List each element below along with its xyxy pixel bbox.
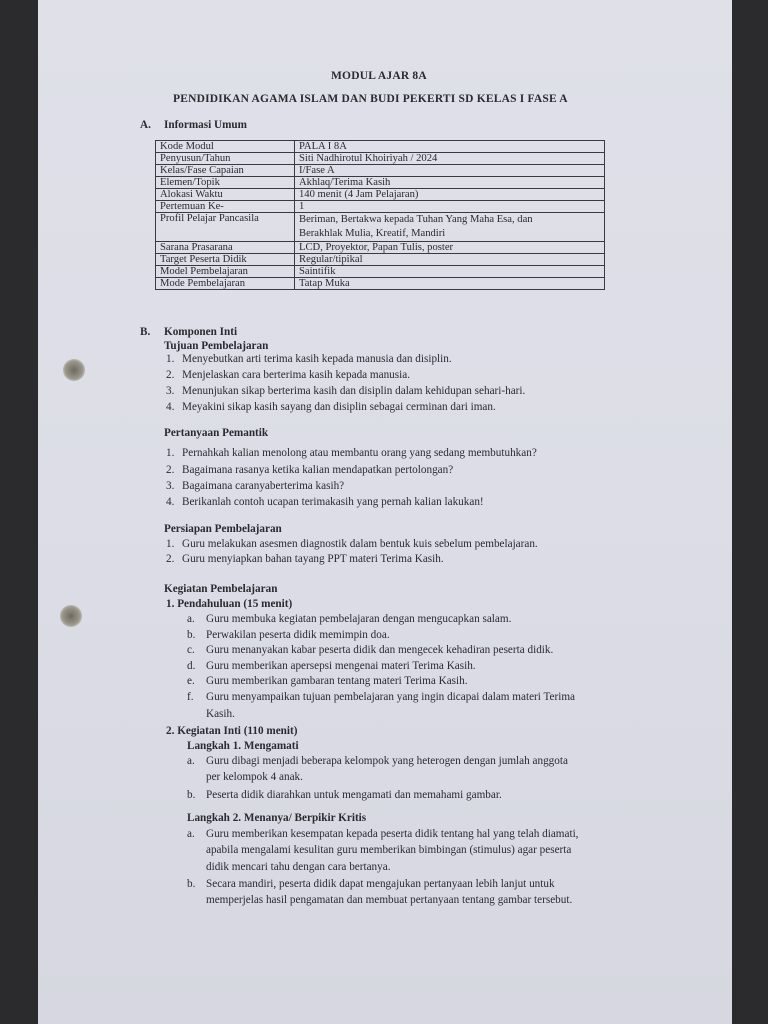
table-row	[156, 177, 605, 189]
list-letter: b.	[187, 629, 196, 641]
document-subtitle: PENDIDIKAN AGAMA ISLAM DAN BUDI PEKERTI SD KELAS I FASE A	[173, 93, 568, 105]
list-letter: f.	[187, 691, 194, 703]
section-b-label: B.	[140, 326, 151, 338]
list-item: Bagaimana rasanya ketika kalian mendapatkan pertolongan?	[182, 464, 454, 476]
list-item: Berikanlah contoh ucapan terimakasih yang pernah kalian lakukan!	[182, 496, 484, 508]
list-item-continued: didik mencari tahu dengan cara bertanya.	[206, 861, 391, 873]
list-item: Menjelaskan cara berterima kasih kepada manusia.	[182, 369, 410, 381]
row-value: PALA I 8A	[295, 141, 605, 153]
list-number: 1.	[166, 353, 175, 365]
list-number: 1.	[166, 538, 175, 550]
list-letter: a.	[187, 613, 195, 625]
list-letter: c.	[187, 644, 195, 656]
row-value: Tatap Muka	[295, 278, 605, 290]
pemantik-heading: Pertanyaan Pemantik	[164, 427, 269, 439]
list-letter: b.	[187, 789, 196, 801]
table-row	[156, 165, 605, 177]
row-value	[295, 213, 605, 242]
table-row	[156, 278, 605, 290]
row-value: LCD, Proyektor, Papan Tulis, poster	[295, 242, 605, 254]
persiapan-heading: Persiapan Pembelajaran	[164, 523, 282, 535]
document-title: MODUL AJAR 8A	[331, 70, 427, 82]
row-key: Sarana Prasarana	[156, 242, 295, 254]
list-item-continued: Kasih.	[206, 708, 235, 720]
list-letter: a.	[187, 755, 195, 767]
table-row	[156, 201, 605, 213]
row-key: Alokasi Waktu	[156, 189, 295, 201]
row-value: Siti Nadhirotul Khoiriyah / 2024	[295, 153, 605, 165]
list-item-continued: apabila mengalami kesulitan guru memberikan bimbingan (stimulus) agar peserta	[206, 844, 572, 856]
row-value-line: Beriman, Bertakwa kepada Tuhan Yang Maha Esa, dan	[299, 214, 533, 225]
binder-hole-top	[63, 359, 85, 381]
section-a-title: Informasi Umum	[164, 119, 247, 131]
row-key: Kode Modul	[156, 141, 295, 153]
list-item: Secara mandiri, peserta didik dapat mengajukan pertanyaan lebih lanjut untuk	[206, 878, 555, 890]
list-item: Meyakini sikap kasih sayang dan disiplin sebagai cerminan dari iman.	[182, 401, 496, 413]
list-item: Guru memberikan gambaran tentang materi Terima Kasih.	[206, 675, 468, 687]
list-letter: a.	[187, 828, 195, 840]
list-item: Peserta didik diarahkan untuk mengamati dan memahami gambar.	[206, 789, 502, 801]
table-row	[156, 141, 605, 153]
list-item: Menyebutkan arti terima kasih kepada manusia dan disiplin.	[182, 353, 452, 365]
list-item: Guru menyiapkan bahan tayang PPT materi Terima Kasih.	[182, 553, 444, 565]
row-value: Saintifik	[295, 266, 605, 278]
row-value: Akhlaq/Terima Kasih	[295, 177, 605, 189]
row-value-line: Berakhlak Mulia, Kreatif, Mandiri	[299, 228, 446, 239]
list-item: Pernahkah kalian menolong atau membantu orang yang sedang membutuhkan?	[182, 447, 537, 459]
list-item-continued: memperjelas hasil pengamatan dan membuat pertanyaan tentang gambar tersebut.	[206, 894, 573, 906]
row-key: Elemen/Topik	[156, 177, 295, 189]
inti-heading: 2. Kegiatan Inti (110 menit)	[166, 725, 298, 737]
row-value: Regular/tipikal	[295, 254, 605, 266]
list-number: 3.	[166, 480, 175, 492]
list-item: Guru memberikan apersepsi mengenai materi Terima Kasih.	[206, 660, 476, 672]
row-key: Model Pembelajaran	[156, 266, 295, 278]
list-item: Perwakilan peserta didik memimpin doa.	[206, 629, 390, 641]
row-key: Pertemuan Ke-	[156, 201, 295, 213]
langkah2-heading: Langkah 2. Menanya/ Berpikir Kritis	[187, 812, 367, 824]
section-a-label: A.	[140, 119, 151, 131]
list-number: 2.	[166, 464, 175, 476]
list-letter: b.	[187, 878, 196, 890]
table-row	[156, 242, 605, 254]
list-number: 4.	[166, 496, 175, 508]
list-number: 2.	[166, 369, 175, 381]
row-key: Kelas/Fase Capaian	[156, 165, 295, 177]
list-item: Guru dibagi menjadi beberapa kelompok yang heterogen dengan jumlah anggota	[206, 755, 568, 767]
table-row	[156, 153, 605, 165]
list-number: 2.	[166, 553, 175, 565]
tujuan-heading: Tujuan Pembelajaran	[164, 340, 269, 352]
row-key: Penyusun/Tahun	[156, 153, 295, 165]
list-item-continued: per kelompok 4 anak.	[206, 771, 303, 783]
list-number: 1.	[166, 447, 175, 459]
table-row	[156, 254, 605, 266]
list-item: Menunjukan sikap berterima kasih dan disiplin dalam kehidupan sehari-hari.	[182, 385, 526, 397]
list-number: 3.	[166, 385, 175, 397]
section-b-title: Komponen Inti	[164, 326, 238, 338]
list-item: Guru memberikan kesempatan kepada peserta didik tentang hal yang telah diamati,	[206, 828, 579, 840]
binder-hole-bottom	[60, 605, 82, 627]
list-item: Guru menanyakan kabar peserta didik dan mengecek kehadiran peserta didik.	[206, 644, 554, 656]
table-row	[156, 213, 605, 242]
row-value: I/Fase A	[295, 165, 605, 177]
row-value: 1	[295, 201, 605, 213]
table-row	[156, 189, 605, 201]
langkah1-heading: Langkah 1. Mengamati	[187, 740, 299, 752]
list-letter: e.	[187, 675, 195, 687]
pendahuluan-heading: 1. Pendahuluan (15 menit)	[166, 598, 293, 610]
row-key: Profil Pelajar Pancasila	[156, 213, 295, 242]
list-item: Guru membuka kegiatan pembelajaran dengan mengucapkan salam.	[206, 613, 512, 625]
list-item: Guru melakukan asesmen diagnostik dalam bentuk kuis sebelum pembelajaran.	[182, 538, 538, 550]
list-letter: d.	[187, 660, 196, 672]
kegiatan-heading: Kegiatan Pembelajaran	[164, 583, 278, 595]
list-number: 4.	[166, 401, 175, 413]
row-key: Target Peserta Didik	[156, 254, 295, 266]
row-key: Mode Pembelajaran	[156, 278, 295, 290]
info-table	[155, 140, 605, 290]
list-item: Guru menyampaikan tujuan pembelajaran yang ingin dicapai dalam materi Terima	[206, 691, 575, 703]
table-row	[156, 266, 605, 278]
row-value: 140 menit (4 Jam Pelajaran)	[295, 189, 605, 201]
list-item: Bagaimana caranyaberterima kasih?	[182, 480, 345, 492]
